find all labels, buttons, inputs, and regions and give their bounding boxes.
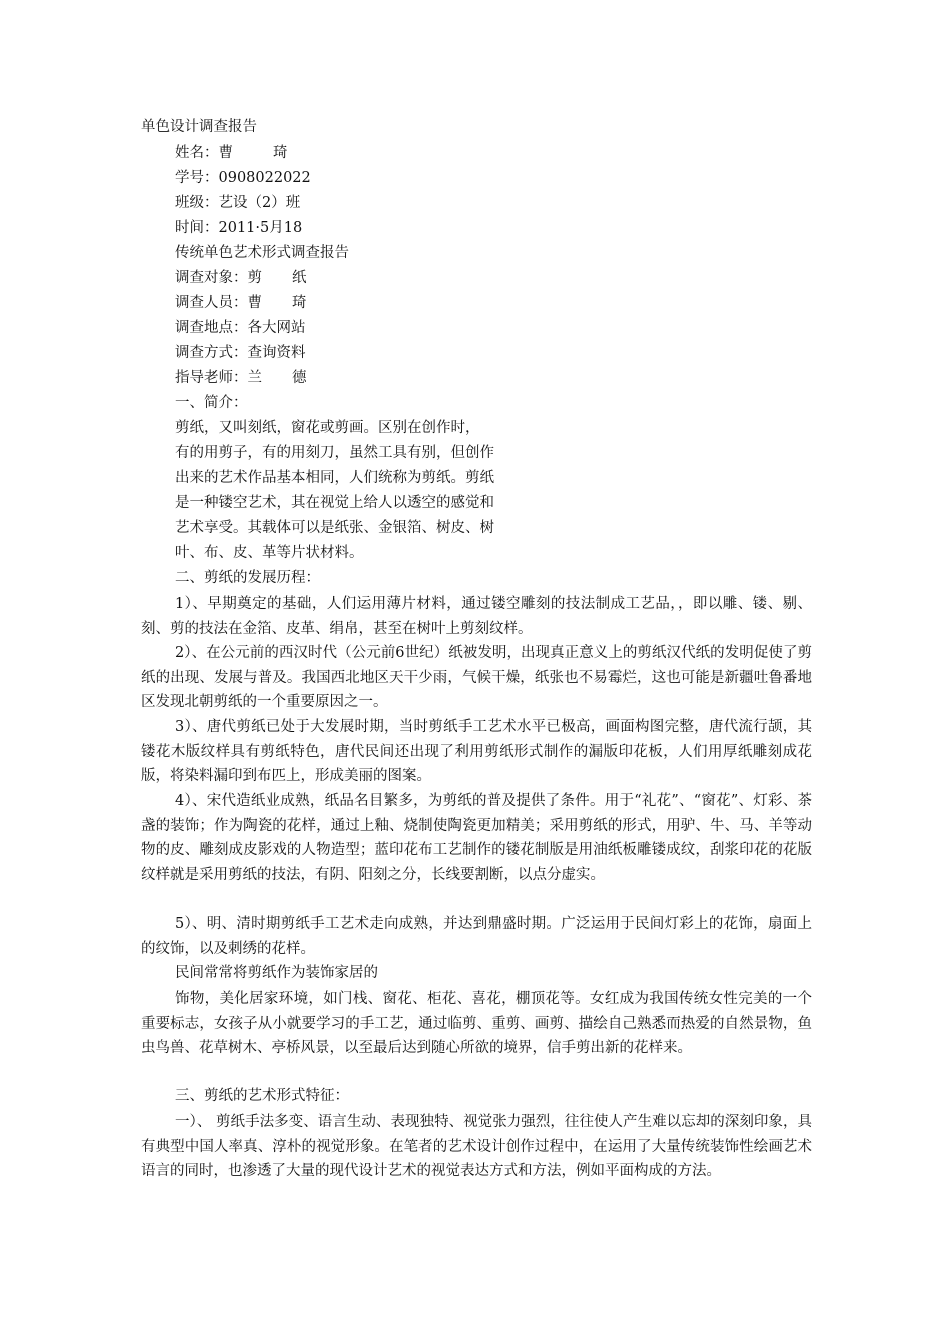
history-paragraph-5: 5）、明、清时期剪纸手工艺术走向成熟，并达到鼎盛时期。广泛运用于民间灯彩上的花饰，扇面上的纹饰，以及刺绣的花样。	[141, 916, 812, 957]
survey-object-line	[175, 268, 307, 288]
survey-object-label: 调查对象：	[175, 270, 248, 286]
section3-heading: 三、剪纸的艺术形式特征：	[175, 1088, 349, 1104]
name-part-a: 曹	[218, 145, 233, 161]
survey-place-line: 调查地点：各大网站	[175, 320, 306, 336]
survey-object-a: 剪	[247, 270, 262, 286]
class-line: 班级：艺设（2）班	[175, 195, 301, 211]
history-paragraph-1: 1）、早期奠定的基础，人们运用薄片材料，通过镂空雕刻的技法制成工艺品，，即以雕、镂、剔、刻、剪的技法在金箔、皮革、绢帛，甚至在树叶上剪刻纹样。	[141, 596, 812, 637]
intro-line: 艺术享受。其载体可以是纸张、金银箔、树皮、树	[175, 520, 494, 536]
teacher-label: 指导老师：	[175, 370, 248, 386]
intro-line: 叶、布、皮、革等片状材料。	[175, 545, 364, 561]
surveyor-line	[175, 293, 307, 313]
survey-object-b: 纸	[292, 270, 307, 286]
features-paragraph-1: 一）、 剪纸手法多变、语言生动、表现独特、视觉张力强烈，往往使人产生难以忘却的深刻印象，具有典型中国人率真、淳朴的视觉形象。在笔者的艺术设计创作过程中，在运用了大量传统装饰性绘画艺术语言的同时，也渗透了大量的现代设计艺术的视觉表达方式和方法，例如平面构成的方法。	[141, 1114, 812, 1179]
name-label: 姓名：	[175, 145, 219, 161]
surveyor-b: 琦	[292, 295, 307, 311]
history-paragraph-7: 饰物，美化居家环境，如门栈、窗花、柜花、喜花，棚顶花等。女红成为我国传统女性完美的一个重要标志，女孩子从小就要学习的手工艺，通过临剪、重剪、画剪、描绘自己熟悉而热爱的自然景物，鱼虫鸟兽、花草树木、亭桥风景，以至最后达到随心所欲的境界，信手剪出新的花样来。	[141, 991, 812, 1056]
section2-heading: 二、剪纸的发展历程：	[175, 570, 320, 586]
document-title: 单色设计调查报告	[141, 119, 257, 135]
intro-line: 出来的艺术作品基本相同，人们统称为剪纸。剪纸	[175, 470, 494, 486]
teacher-line	[175, 368, 307, 388]
name-part-b: 琦	[273, 145, 288, 161]
report-title: 传统单色艺术形式调查报告	[175, 245, 349, 261]
surveyor-a: 曹	[247, 295, 262, 311]
history-paragraph-2: 2）、在公元前的西汉时代（公元前6世纪）纸被发明，出现真正意义上的剪纸汉代纸的发明促使了剪纸的出现、发展与普及。我国西北地区天干少雨，气候干燥，纸张也不易霉烂，这也可能是新疆吐鲁番地区发现北朝剪纸的一个重要原因之一。	[141, 645, 812, 710]
teacher-a: 兰	[247, 370, 262, 386]
intro-line: 有的用剪子，有的用刻刀，虽然工具有别，但创作	[175, 445, 494, 461]
history-paragraph-3: 3）、唐代剪纸已处于大发展时期，当时剪纸手工艺术水平已极高，画面构图完整，唐代流行颉，其镂花木版纹样具有剪纸特色，唐代民间还出现了利用剪纸形式制作的漏版印花板，人们用厚纸雕刻成花版，将染料漏印到布匹上，形成美丽的图案。	[141, 719, 812, 784]
time-line: 时间：2011·5月18	[175, 220, 303, 236]
surveyor-label: 调查人员：	[175, 295, 248, 311]
intro-line: 是一种镂空艺术，其在视觉上给人以透空的感觉和	[175, 495, 494, 511]
history-paragraph-4: 4）、宋代造纸业成熟，纸品名目繁多，为剪纸的普及提供了条件。用于“礼花”、“窗花”、灯彩、茶盏的装饰；作为陶瓷的花样，通过上釉、烧制使陶瓷更加精美；采用剪纸的形式，用驴、牛、马、羊等动物的皮、雕刻成皮影戏的人物造型；蓝印花布工艺制作的镂花制版是用油纸板雕镂成纹，刮浆印花的花版纹样就是采用剪纸的技法，有阴、阳刻之分，长线要割断，以点分虚实。	[141, 793, 812, 883]
name-line	[175, 143, 288, 163]
teacher-b: 德	[292, 370, 307, 386]
section1-heading: 一、简介：	[175, 395, 248, 411]
survey-method-line: 调查方式：查询资料	[175, 345, 306, 361]
student-id-line: 学号：0908022022	[175, 170, 311, 186]
history-paragraph-6: 民间常常将剪纸作为装饰家居的	[175, 965, 378, 981]
intro-line: 剪纸，又叫刻纸，窗花或剪画。区别在创作时，	[175, 420, 480, 436]
